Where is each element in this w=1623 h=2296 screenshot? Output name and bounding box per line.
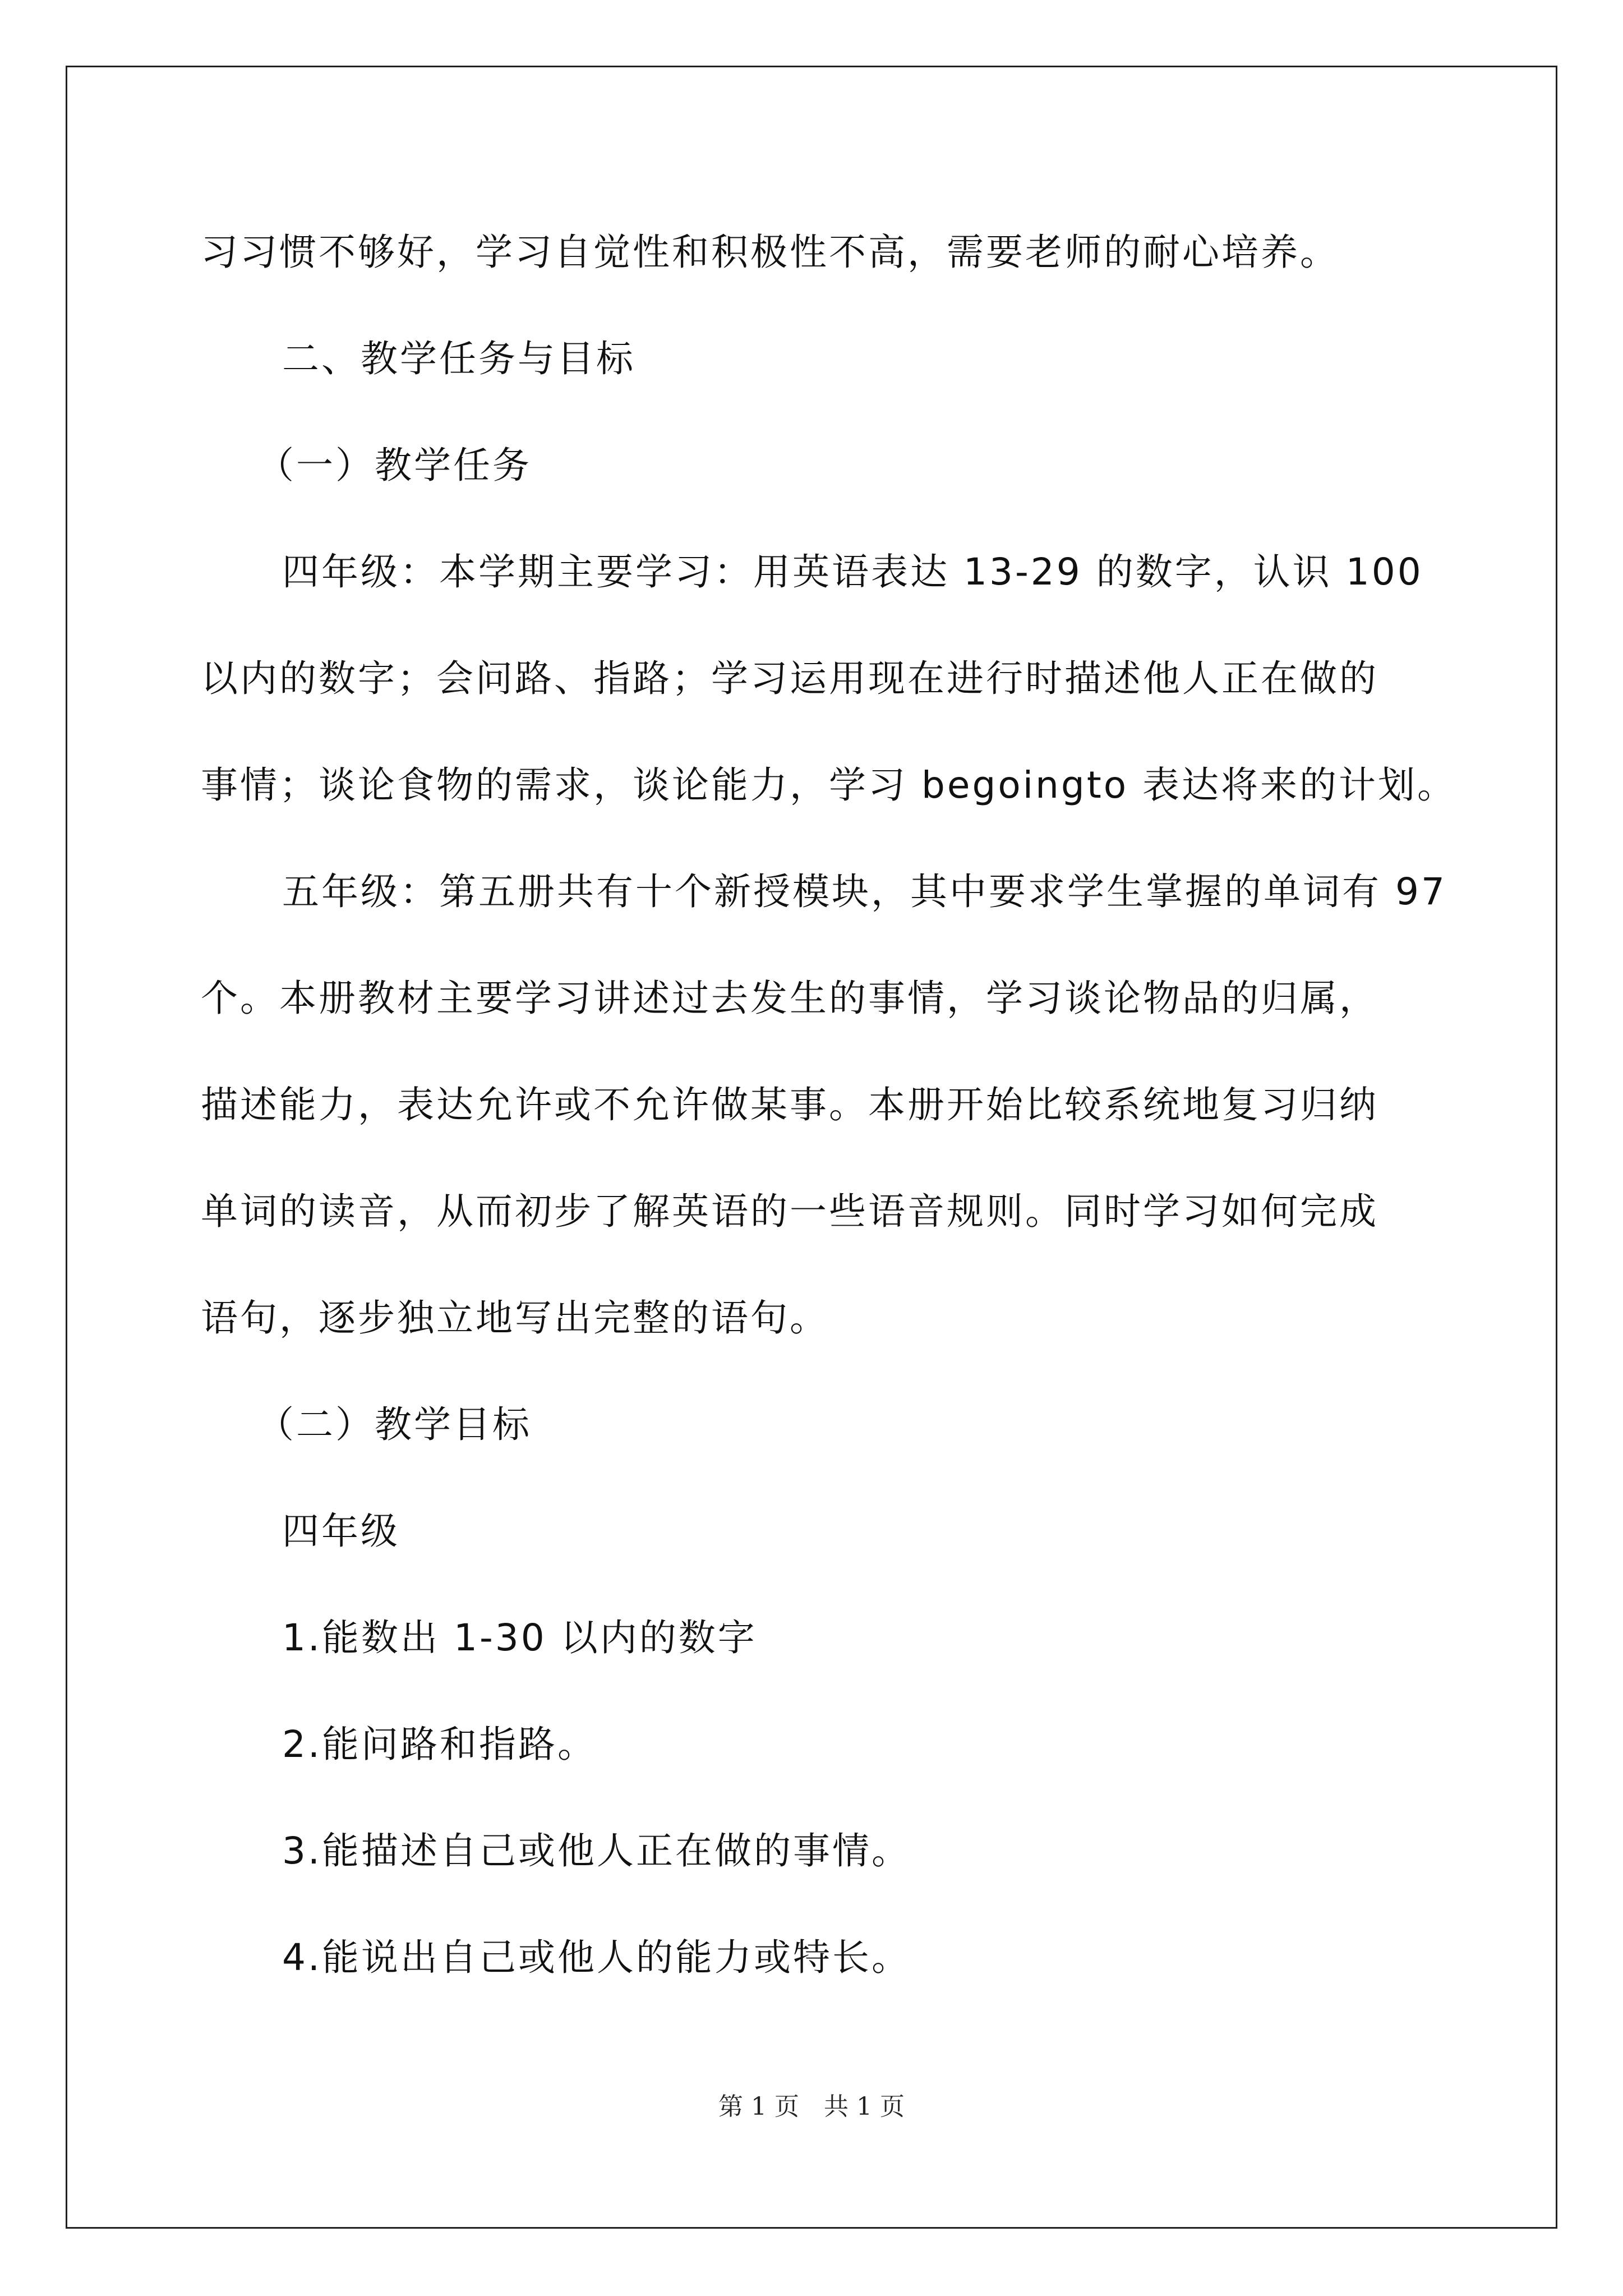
subsection-heading: （一）教学任务 [257, 444, 532, 487]
paragraph-line: 习习惯不够好，学习自觉性和积极性不高，需要老师的耐心培养。 [201, 231, 1339, 274]
paragraph-line: 个。本册教材主要学习讲述过去发生的事情，学习谈论物品的归属， [201, 977, 1378, 1020]
paragraph-line: 四年级：本学期主要学习：用英语表达 13-29 的数字，认识 100 [282, 550, 1423, 593]
paragraph-line: 事情；谈论食物的需求，谈论能力，学习 begoingto 表达将来的计划。 [201, 763, 1457, 807]
list-item: 4.能说出自己或他人的能力或特长。 [282, 1936, 911, 1979]
page-number-label: 第 1 页 共 1 页 [718, 2092, 905, 2121]
paragraph-line: 描述能力，表达允许或不允许做某事。本册开始比较系统地复习归纳 [201, 1083, 1378, 1126]
page-footer [0, 2091, 1623, 2123]
paragraph-line: 语句，逐步独立地写出完整的语句。 [201, 1296, 829, 1340]
page-border [66, 66, 1557, 2229]
grade-heading: 四年级 [282, 1510, 400, 1553]
list-item: 1.能数出 1-30 以内的数字 [282, 1616, 757, 1659]
subsection-heading: （二）教学目标 [257, 1403, 532, 1446]
list-item: 2.能问路和指路。 [282, 1723, 597, 1766]
paragraph-line: 单词的读音，从而初步了解英语的一些语音规则。同时学习如何完成 [201, 1190, 1378, 1233]
list-item: 3.能描述自己或他人正在做的事情。 [282, 1829, 911, 1872]
paragraph-line: 五年级：第五册共有十个新授模块，其中要求学生掌握的单词有 97 [282, 870, 1447, 913]
section-heading: 二、教学任务与目标 [282, 337, 635, 380]
paragraph-line: 以内的数字；会问路、指路；学习运用现在进行时描述他人正在做的 [201, 657, 1378, 700]
